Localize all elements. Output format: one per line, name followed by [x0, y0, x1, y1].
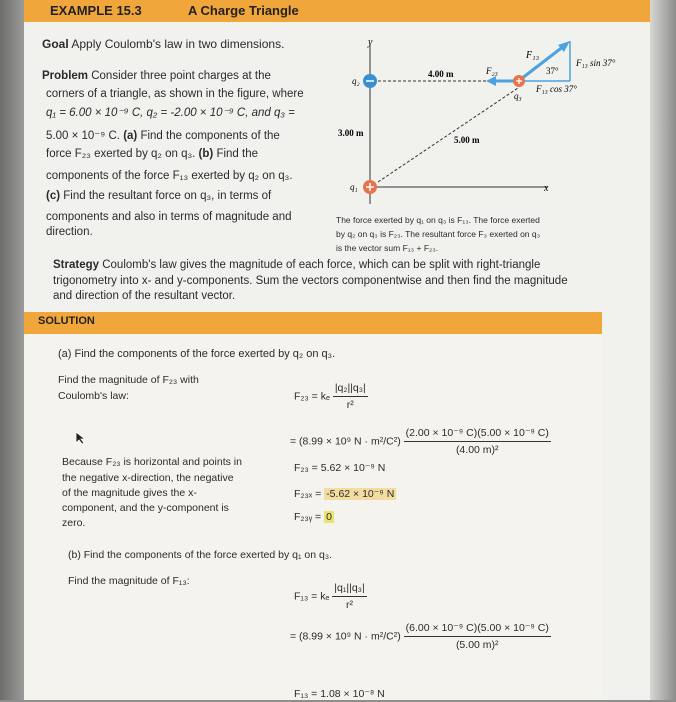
part-b-title: (b) Find the components of the force exerted by q₁ on q₃.	[68, 549, 333, 561]
problem-line-2: corners of a triangle, as shown in the figure, where	[46, 88, 304, 100]
strategy-label: Strategy	[53, 259, 100, 271]
left-distance-label: 3.00 m	[338, 128, 364, 138]
q2-label: q₂	[352, 76, 360, 86]
f23y-line	[294, 509, 334, 525]
f23y-label: F₂₃ᵧ =	[294, 511, 322, 523]
part-a-title: (a) Find the components of the force exerted by q₂ on q₃.	[58, 348, 336, 360]
goal-label: Goal	[42, 37, 69, 51]
fraction-numerator: (6.00 × 10⁻⁹ C)(5.00 × 10⁻⁹ C)	[404, 620, 551, 637]
problem-text: Find the resultant force on q₃, in terms of	[63, 190, 272, 202]
problem-line-4	[46, 127, 280, 145]
because-line-2: the negative x-direction, the negative	[62, 472, 234, 484]
photo-left-edge	[0, 0, 24, 700]
problem-line-3: q₁ = 6.00 × 10⁻⁹ C, q₂ = -2.00 × 10⁻⁹ C, and q₃ =	[46, 107, 295, 119]
coulomb-eq-b	[294, 580, 367, 613]
fraction	[332, 580, 366, 613]
coulomb-constant: = (8.99 × 10⁹ N · m²/C²)	[290, 630, 401, 643]
because-line-5: zero.	[62, 517, 86, 529]
f23x-label: F₂₃ₓ =	[294, 488, 322, 500]
part-c-marker: (c)	[46, 190, 61, 202]
example-number: EXAMPLE 15.3	[50, 3, 142, 18]
problem-line-8: components and also in terms of magnitude and	[46, 211, 292, 223]
fraction-denominator: r²	[345, 599, 353, 611]
example-title: A Charge Triangle	[188, 3, 299, 18]
top-distance-label: 4.00 m	[428, 69, 454, 79]
figure-caption-1: The force exerted by q₁ on q₃ is F₁₃. The force exerted	[336, 215, 540, 225]
f23y-value: 0	[326, 511, 332, 523]
fraction-numerator: |q₂||q₃|	[333, 380, 368, 397]
because-line-4: component, and the y-component is	[62, 502, 229, 514]
q1-label: q₁	[350, 182, 358, 192]
strategy-line-3: and direction of the resultant vector.	[53, 290, 236, 302]
problem-line-7	[46, 187, 271, 205]
coulomb-eq-a	[294, 380, 368, 413]
f23-arrow-head	[486, 76, 496, 86]
f23-eq-lhs: F₂₃ = kₑ	[294, 390, 330, 403]
strategy-line-2: trigonometry into x- and y-components. Sum the vectors componentwise and then find the magnitude	[53, 275, 568, 287]
fraction-denominator: (4.00 m)²	[455, 444, 499, 456]
q3-label: q₃	[514, 91, 522, 101]
fraction-numerator: (2.00 × 10⁻⁹ C)(5.00 × 10⁻⁹ C)	[404, 425, 551, 442]
photo-right-edge	[650, 0, 676, 700]
part-a-marker: (a)	[123, 130, 138, 142]
figure-caption-3: is the vector sum F₁₃ + F₂₃.	[336, 243, 439, 253]
find-mag-b: Find the magnitude of F₁₃:	[68, 575, 190, 587]
find-mag-a-line-1: Find the magnitude of F₂₃ with	[58, 374, 199, 386]
solution-header	[24, 312, 602, 334]
goal-text: Apply Coulomb's law in two dimensions.	[71, 37, 285, 51]
fraction	[404, 425, 551, 458]
example-header	[24, 0, 650, 22]
f13-label: F₁₃	[526, 50, 540, 61]
problem-line-5	[46, 145, 258, 163]
angle-label: 37°	[546, 66, 559, 76]
problem-line-1	[42, 67, 271, 85]
problem-line-6: components of the force F₁₃ exerted by q₂ on q₃.	[46, 170, 293, 182]
fraction	[404, 620, 551, 653]
because-line-3: of the magnitude gives the x-	[62, 487, 197, 499]
problem-text: force F₂₃ exerted by q₂ on q₃.	[46, 148, 196, 160]
problem-text: Find the components of the	[140, 130, 280, 142]
y-axis-label: y	[368, 37, 373, 48]
f23x-line	[294, 486, 396, 502]
because-line-1: Because F₂₃ is horizontal and points in	[62, 456, 242, 468]
f23-result: F₂₃ = 5.62 × 10⁻⁹ N	[294, 462, 386, 474]
strategy-text: Coulomb's law gives the magnitude of each force, which can be split with right-triangle	[102, 259, 541, 271]
coulomb-constant: = (8.99 × 10⁹ N · m²/C²)	[290, 435, 401, 448]
x-axis-label: x	[544, 183, 549, 194]
f23x-value: -5.62 × 10⁻⁹ N	[326, 488, 395, 500]
substitution-eq-a	[290, 425, 551, 458]
problem-label: Problem	[42, 70, 89, 82]
figure-caption-2: by q₂ on q₃ is F₂₃. The resultant force F₃ exerted on q₃	[336, 229, 541, 239]
solution-label: SOLUTION	[38, 315, 95, 327]
mouse-cursor-icon	[74, 431, 88, 445]
f13-cos-label: F₁₃ cos 37°	[536, 84, 577, 94]
goal-line	[42, 35, 284, 53]
problem-text: Find the	[216, 148, 258, 160]
fraction-numerator: |q₁||q₃|	[332, 580, 366, 597]
part-b-marker: (b)	[198, 148, 214, 160]
fraction-denominator: r²	[346, 399, 354, 411]
diagonal-side-dashed	[378, 88, 518, 182]
find-mag-a-line-2: Coulomb's law:	[58, 390, 129, 402]
problem-line-9: direction.	[46, 226, 93, 238]
f13-eq-lhs: F₁₃ = kₑ	[294, 590, 330, 603]
fraction	[333, 380, 368, 413]
substitution-eq-b	[290, 620, 551, 653]
diagonal-distance-label: 5.00 m	[454, 135, 480, 145]
fraction-denominator: (5.00 m)²	[455, 639, 499, 651]
f13-result: F₁₃ = 1.08 × 10⁻⁸ N	[294, 688, 385, 700]
charge-triangle-figure	[326, 36, 636, 214]
problem-text: 5.00 × 10⁻⁹ C.	[46, 130, 120, 142]
f23-label: F₂₃	[486, 66, 498, 76]
f13-sin-label: F₁₃ sin 37°	[576, 58, 616, 68]
problem-text: Consider three point charges at the	[91, 70, 271, 82]
